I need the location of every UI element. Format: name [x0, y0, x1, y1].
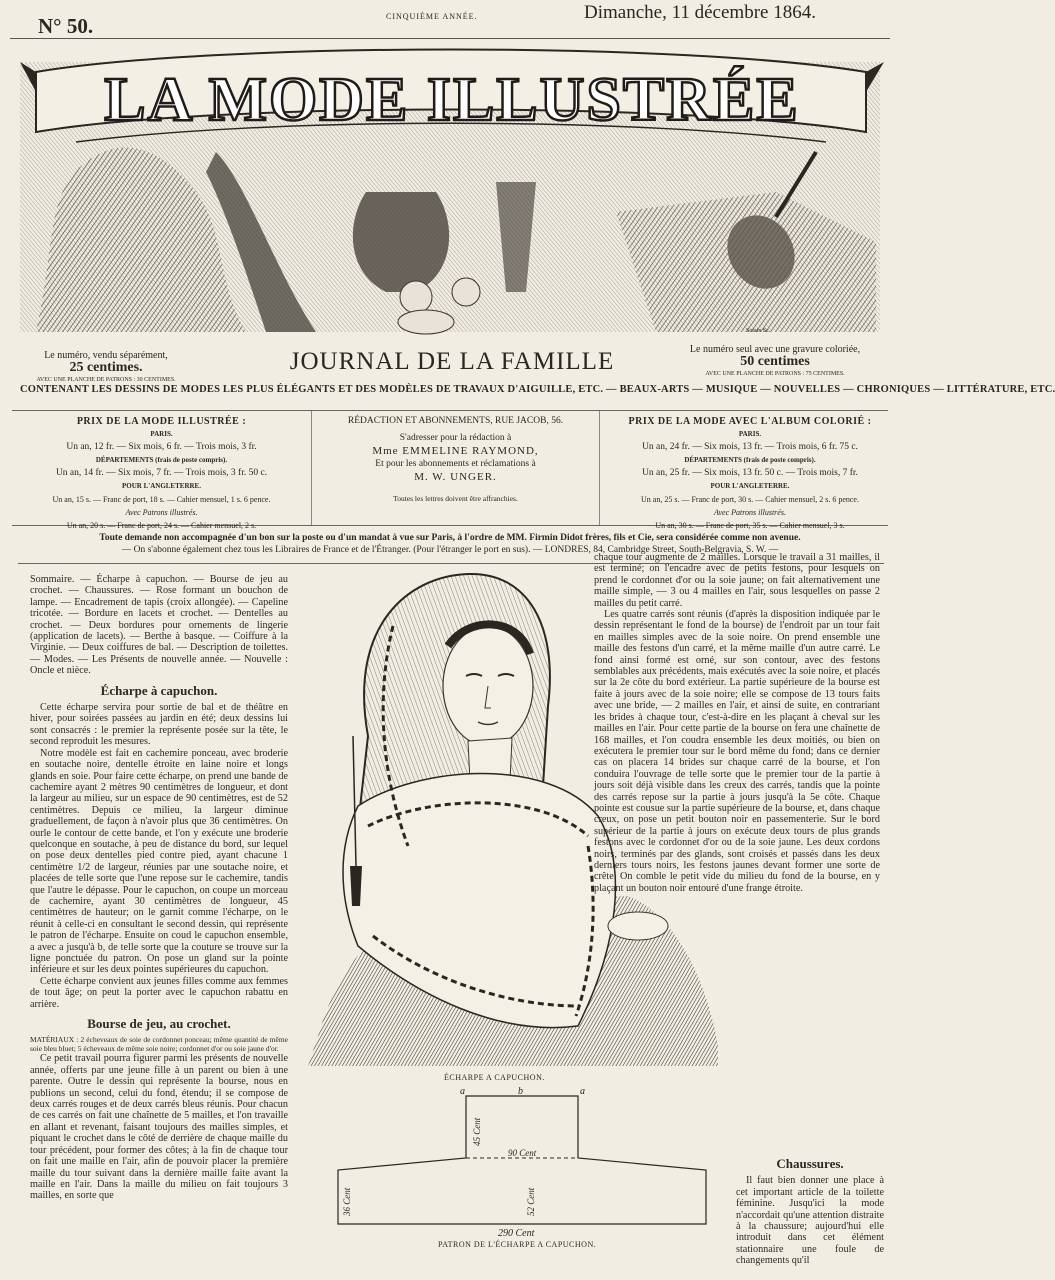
- journal-subtitle: JOURNAL DE LA FAMILLE: [289, 348, 615, 375]
- sommaire: Sommaire. — Écharpe à capuchon. — Bourse de jeu au crochet. — Chaussures. — Rose formant un bouchon de lampe. — Encadrement de tapis (croix allongée). — Capeline tricotée. — Bordure en lacets et crochet. — Dentelles au crochet. — Deux bordures pour ornements de lingerie (application de lacets). — Berthe à basque. — Coiffure à la Virginie. — Deux coiffures de bal. — Description de toilettes. — Modes. — Les Présents de nouvelle année. — Nouvelle : Oncle et nièce.: [30, 574, 288, 677]
- pattern-label-b: b: [518, 1086, 523, 1097]
- heading-bourse: Bourse de jeu, au crochet.: [87, 1016, 231, 1032]
- sub-right-dept-label: DÉPARTEMENTS (frais de poste compris).: [684, 456, 816, 464]
- sub-center-line3: Et pour les abonnements et réclamations à: [375, 459, 536, 469]
- paragraph: Notre modèle est fait en cachemire ponceau, avec broderie en soutache noire, dentelle étroite en laine noire et longs glands en soie. Pour faire cette écharpe, on prend une bande de cachemire ayant 2 mètres 90 centimètres de longueur, et dont la largeur au milieu, sur un espace de 90 centimètres, est de 52 centimètres. Depuis ce milieu, la largeur diminue graduellement, de façon à n'avoir plus que 36 centimètres. On ourle le contour de cette bande, et l'on y exécute une broderie quelconque en soutache, à peu de distance du bord, sur lequel on pose deux dentelles pied contre pied, ayant chacune 1 centimètre 1/2 de largeur, réunies par une soutache noire, et placées de telle sorte que l'une repose sur le cachemire, tandis que l'autre le dépasse. Pour le capuchon, on coupe un morceau de cachemire, ayant 30 centimètres de longueur, 45 centimètres de hauteur; on le garnit comme l'écharpe, on le réunit à celle-ci en consultant le second dessin, qui représente le patron de l'écharpe. Ensuite on coud le capuchon ensemble, a avec a jusqu'à b, de telle sorte que la couture se trouve sur la ligne ponctuée du patron. On pose un gland sur la pointe inférieure et sur les deux pointes supérieures du capuchon.: [30, 747, 288, 976]
- paragraph: Les quatre carrés sont réunis (d'après la disposition indiquée par le dessin représentant le fond de la bourse) de l'endroit par un tour fait en mailles simples avec de la soie noire. On prend ensemble une maille des festons d'un carré, et la même maille d'un autre carré. Le fond ainsi formé est orné, sur son contour, avec des festons semblables aux précédents, mais exécutés avec la soie noire, et placés sur la 2e côte du bord extérieur. La partie supérieure de la bourse est faite à jours avec de la soie noire; elle se compose de 13 tours faits avec une bride, — 2 mailles en l'air, et ainsi de suite, en contrariant les brides à chaque tour, c'est-à-dire en les plaçant à cheval sur les mailles en l'air. Pour cette partie de la bourse on fera une chaînette de 168 mailles, et l'on coudra ensemble les deux moitiés, ou bien on exécutera le premier tour sur le bord même du fond; dans ce dernier cas on placera 14 brides sur chaque carré de la bourse, et l'on conduira l'ouvrage de telle sorte que le premier tour de la partie à jours soit déjà visible dans les creux des carrés, tandis que la pointe des carrés repose sur la partie à jours jusqu'à la 5e côte. Chaque pointe est cousue sur la partie supérieure de la bourse, et, dans chaque creux, on pose un petit bouton noir en passementerie. Sur le bord supérieur de la partie à jours on exécute deux tours de plus grands festons avec le cordonnet d'or ou de la soie jaune. Les deux cordons noirs, terminés par des glands, sont croisés et passés dans les deux derniers tours noirs, les festons jaunes devant former une sorte de crête. On comble le petit vide du milieu du fond de la bourse, en y plaçant un bouton noir entouré d'une frange étroite.: [594, 609, 880, 894]
- sub-right-angl-label: POUR L'ANGLETERRE.: [710, 482, 790, 490]
- pattern-total-width: 290 Cent: [498, 1228, 535, 1239]
- masthead-illustration: [16, 42, 888, 342]
- sub-left-angl-label: POUR L'ANGLETERRE.: [122, 482, 201, 490]
- heading-chaussures: Chaussures.: [776, 1156, 844, 1171]
- pattern-label-a-left: a: [460, 1086, 465, 1097]
- figure-caption: ÉCHARPE A CAPUCHON.: [444, 1073, 545, 1082]
- sub-left-dept-label: DÉPARTEMENTS (frais de poste compris).: [95, 456, 228, 464]
- sub-center-line1: S'adresser pour la rédaction à: [399, 433, 512, 443]
- top-rule: [10, 38, 890, 39]
- pattern-middle-width: 90 Cent: [508, 1148, 537, 1158]
- sub-left-angl: Un an, 15 s. — Franc de port, 18 s. — Cahier mensuel, 1 s. 6 pence.: [52, 495, 271, 504]
- notice-line2: — On s'abonne également chez tous les Libraires de France et de l'Étranger. (Pour l'étranger le port en sus). — LONDRES, 84, Cambridge Street, South-Belgravia, S. W. —: [121, 545, 779, 555]
- engraver-credit: Sotain Sc.: [746, 328, 771, 334]
- sub-right-patrons: Un an, 30 s. — Franc de port, 35 s. — Cahier mensuel, 3 s.: [655, 521, 845, 530]
- materials-note: MATÉRIAUX : 2 écheveaux de soie de cordonnet ponceau; même quantité de même soie bleu bluet; 5 écheveaux de même soie noire; cordonnet d'or ou soie jaune d'or.: [30, 1035, 288, 1054]
- price-left-line1: Le numéro, vendu séparément,: [44, 350, 168, 361]
- pattern-mid-height: 52 Cent: [526, 1187, 536, 1216]
- sub-center-manager: M. W. UNGER.: [414, 471, 497, 483]
- price-left-line3: AVEC UNE PLANCHE DE PATRONS : 30 CENTIMES.: [36, 377, 176, 383]
- contents-banner: CONTENANT LES DESSINS DE MODES LES PLUS ÉLÉGANTS ET DES MODÈLES DE TRAVAUX D'AIGUILLE, ETC. — BEAUX-ARTS — MUSIQUE — NOUVELLES — CHRONIQUES — LITTÉRATURE, ETC.: [20, 384, 1055, 395]
- sub-left-title: PRIX DE LA MODE ILLUSTRÉE :: [76, 416, 247, 427]
- sub-center-address: RÉDACTION ET ABONNEMENTS, RUE JACOB, 56.: [347, 416, 564, 426]
- subscription-left: [12, 411, 312, 530]
- paragraph: Ce petit travail pourra figurer parmi les présents de nouvelle année, offerts par une jeune fille à un parent ou bien à une parente. Outre le dessin qui représente la bourse, nous en publions un second, celui du fond, étendu; il se compose de deux carrés rouges et de deux carrés bleus réunis. Pour chacun de ces carrés on fait une chaînette de 5 mailles, et l'on travaille en allant et revenant, faisant toujours des mailles simples, et piquant le crochet dans le côté de derrière de chaque maille du tour précédent, pour former des côtes; à la fin de chaque tour on fait une maille en l'air, afin de pouvoir placer la première maille du tour suivant dans la dernière maille faite avant la maille en l'air. Dans la maille du milieu on fait toujours 3 mailles, en sorte que: [30, 1053, 288, 1202]
- chaussures-section: [736, 1150, 884, 1267]
- sub-left-dept: Un an, 14 fr. — Six mois, 7 fr. — Trois mois, 3 fr. 50 c.: [55, 468, 268, 478]
- year-label: CINQUIÈME ANNÉE.: [386, 12, 478, 21]
- pattern-diagram: [328, 1086, 718, 1238]
- sub-center-note: Toutes les lettres doivent être affranchies.: [393, 494, 518, 503]
- paragraph: Cette écharpe servira pour sortie de bal et de théâtre en hiver, pour soirées passées au jardin en été; deux dessins lui sont consacrés : le premier la représente posée sur la tête, le second reproduit les mesures.: [30, 702, 288, 748]
- pattern-cap-height: 45 Cent: [472, 1117, 482, 1146]
- paragraph: Cette écharpe convient aux jeunes filles comme aux femmes de tout âge; on peut la porter avec le capuchon rabattu en arrière.: [30, 975, 288, 1010]
- paragraph: chaque tour augmente de 2 mailles. Lorsque le travail a 31 mailles, il est terminé; on l'encadre avec de petits festons, pour lesquels on prend le cordonnet d'or ou la soie jaune; on fait alternativement une maille simple, — 3 ou 4 mailles en l'air, sous lesquelles on passe 2 mailles du petit carré.: [594, 552, 880, 609]
- sub-right-patrons-label: Avec Patrons illustrés.: [714, 508, 786, 517]
- masthead-title: LA MODE ILLUSTRÉE: [104, 66, 800, 134]
- subscription-right: [600, 411, 900, 530]
- issue-number: N° 50.: [38, 14, 94, 38]
- sub-left-paris-label: PARIS.: [150, 430, 173, 438]
- pattern-caption: PATRON DE L'ÉCHARPE A CAPUCHON.: [438, 1240, 597, 1249]
- pattern-label-a-right: a: [580, 1086, 585, 1097]
- sub-right-angl: Un an, 25 s. — Franc de port, 30 s. — Cahier mensuel, 2 s. 6 pence.: [641, 495, 859, 504]
- subscription-center: [312, 411, 600, 525]
- sub-left-patrons: Un an, 20 s. — Franc de port, 24 s. — Cahier mensuel, 2 s.: [66, 521, 257, 530]
- price-right-price: 50 centimes: [740, 354, 810, 369]
- sub-right-title: PRIX DE LA MODE AVEC L'ALBUM COLORIÉ :: [628, 416, 872, 427]
- right-column: [594, 552, 880, 894]
- left-column: [30, 574, 288, 1202]
- notice-line1: Toute demande non accompagnée d'un bon sur la poste ou d'un mandat à vue sur Paris, à l'ordre de MM. Firmin Didot frères, fils et Cie, sera considérée comme non avenue.: [99, 533, 801, 543]
- price-right-line1: Le numéro seul avec une gravure coloriée,: [689, 344, 861, 355]
- pattern-end-height: 36 Cent: [342, 1187, 352, 1216]
- sub-right-paris: Un an, 24 fr. — Six mois, 13 fr. — Trois mois, 6 fr. 75 c.: [642, 442, 858, 452]
- issue-date: Dimanche, 11 décembre 1864.: [584, 2, 816, 23]
- sub-center-editor: Mme EMMELINE RAYMOND,: [372, 445, 539, 457]
- heading-echarpe: Écharpe à capuchon.: [100, 682, 218, 698]
- sub-left-paris: Un an, 12 fr. — Six mois, 6 fr. — Trois mois, 3 fr.: [66, 442, 257, 452]
- sub-right-paris-label: PARIS.: [738, 430, 762, 438]
- price-right-line3: AVEC UNE PLANCHE DE PATRONS : 75 CENTIMES.: [705, 371, 845, 377]
- price-left-price: 25 centimes.: [69, 360, 143, 375]
- price-left: [26, 350, 186, 386]
- sub-right-dept: Un an, 25 fr. — Six mois, 13 fr. 50 c. — Trois mois, 7 fr.: [642, 468, 858, 478]
- price-right: [660, 344, 890, 380]
- subscription-block: [12, 410, 888, 530]
- sub-left-patrons-label: Avec Patrons illustrés.: [125, 508, 198, 517]
- paragraph: Il faut bien donner une place à cet important article de la toilette féminine. Jusqu'ici la mode n'accordait qu'une attention distraite à la chaussure; aujourd'hui elle introduit dans cet élément stationnaire une foule de changements qu'il: [736, 1175, 884, 1267]
